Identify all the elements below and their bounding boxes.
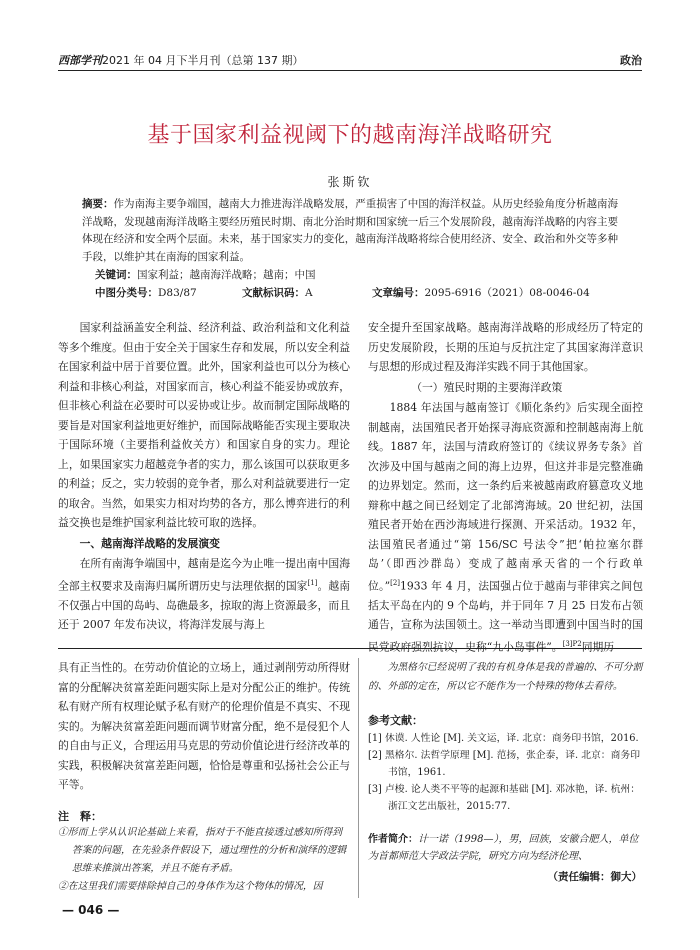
article-title: 基于国家利益视阈下的越南海洋战略研究 <box>147 123 553 148</box>
clc-value: D83/87 <box>158 287 197 299</box>
clc-number <box>95 285 197 300</box>
continued-text <box>58 658 350 795</box>
reference-item: [2] 黑格尔. 法哲学原理 [M]. 范扬，张企泰，译. 北京：商务印书馆，1961. <box>368 750 640 778</box>
paragraph <box>58 554 350 635</box>
doc-value: A <box>305 287 313 299</box>
keywords-label: 关键词： <box>95 269 137 281</box>
reference-item: [1] 休谟. 人性论 [M]. 关文运，译. 北京：商务印书馆，2016. <box>368 733 639 744</box>
article-number <box>372 285 590 300</box>
paragraph-text: 1884 年法国与越南签订《顺化条约》后实现全面控制越南，法国殖民者开始探寻海底资源和控制越南海上航线。1887 年，法国与清政府签订的《续议界务专条》首次涉及中国与越南之间的海上边界，但这并非是完整准确的边界划定。然而，这一条约后来被越南政府篡意攻义地辩称中越之间已经划定了北部湾海域。20 世纪初，法国殖民者开始在西沙海域进行探测、开采活动。1932 年，法国殖民者通过“第 156/SC 号法令”把‘帕拉塞尔群岛’（即西沙群岛）变成了越南承天省的一个行政单位。” <box>368 401 643 593</box>
responsible-editor: （责任编辑：御大） <box>547 871 642 883</box>
section-heading: 一、越南海洋战略的发展演变 <box>79 536 220 550</box>
abstract <box>82 196 618 266</box>
section-name: 政治 <box>620 54 642 67</box>
citation: [3]P2 <box>562 639 582 648</box>
header-rule <box>58 70 642 71</box>
citation: [2] <box>390 578 401 587</box>
paragraph: 国家利益涵盖安全利益、经济利益、政治利益和文化利益等多个维度。但由于安全关于国家生存和发展，所以安全利益在国家利益中居于首要位置。此外，国家利益也可以分为核心利益和非核心利益，对国家而言，核心利益不能妥协或放弃，但非核心利益在必要时可以妥协或让步。故而制定国际战略的要旨是对国家利益地更好维护，而国际战略能否实现主要取决于国际环境（主要指利益攸关方）和国家自身的实力。理论上，如果国家实力超越竞争者的实力，那么该国可以获取更多的利益；反之，实力较弱的竞争者，那么对利益就要进行一定的取舍。当然，如果实力相对均势的各方，那么博弈进行的利益交换也是维护国家利益比较可取的选择。 <box>58 321 350 529</box>
keywords <box>95 267 316 282</box>
clc-label: 中图分类号： <box>95 287 158 299</box>
note-item: ①形而上学从认识论基础上来看，指对于不能直接透过感知所得到答案的问题，在先验条件假设下，通过理性的分析和演绎的逻辑思维来推演出答案，并且不能有矛盾。 <box>58 827 347 874</box>
author-bio-label: 作者简介： <box>368 834 418 845</box>
citation: [1] <box>307 578 318 587</box>
references-list <box>368 730 643 815</box>
references-heading: 参考文献： <box>368 714 423 727</box>
doc-code <box>242 285 313 300</box>
paragraph-text: 在所有南海争端国中，越南是迄今为止唯一提出南中国海全部主权要求及南海归属所谓历史与法理依据的国家 <box>58 557 350 593</box>
abstract-label: 摘要： <box>82 198 114 210</box>
paragraph: 安全提升至国家战略。越南海洋战略的形成经历了特定的历史发展阶段，长期的压迫与反抗注定了其国家海洋意识与思想的形成过程及海洋实践不同于其他国家。 <box>368 321 643 373</box>
journal-logo: 西部学刊 <box>58 54 102 67</box>
paragraph: 具有正当性的。在劳动价值论的立场上，通过剥削劳动所得财富的分配解决贫富差距问题实际上是对分配公正的维护。传统私有财产所有权理论赋予私有财产的伦理价值是不真实、不现实的。为解决贫富差距问题而调节财富分配，绝不是侵犯个人的自由与正义，合理运用马克思的劳动价值论进行经济改革的实践，积极解决贫富差距问题，恰恰是尊重和弘扬社会公正与平等。 <box>58 661 350 791</box>
footnote-text: 为黑格尔已经说明了我的有机身体是我的普遍的、不可分割的、外部的定在，所以它不能作为一个特殊的物体去看待。 <box>368 662 643 692</box>
article-value: 2095-6916（2021）08-0046-04 <box>424 287 590 299</box>
doc-label: 文献标识码： <box>242 287 305 299</box>
keywords-text: 国家利益；越南海洋战略；越南；中国 <box>137 269 316 281</box>
author-bio-text: 计一诺（1998—），男，回族，安徽合肥人，单位为首都师范大学政法学院，研究方向为经济伦理、 <box>368 834 639 862</box>
notes-heading: 注 释： <box>58 810 102 823</box>
author-bio <box>368 831 643 865</box>
note-item: ②在这里我们需要排除掉自己的身体作为这个物体的情况，因 <box>58 881 323 892</box>
section-divider <box>58 648 642 649</box>
issue-info: 2021 年 04 月下半月刊（总第 137 期） <box>102 54 304 67</box>
notes-list <box>58 824 350 896</box>
paragraph-text: 1933 年 4 月，法国强占位于越南与菲律宾之间包括太平岛在内的 9 个岛屿，并于同年 7 月 25 日发布占领通告，宣称为法国领土。这一举动当即遭到中国当时的国民党政府强烈抗议，史称“九小岛事件”。 <box>368 579 643 654</box>
paragraph-text: 。越南不仅强占中国的岛屿、岛礁最多，掠取的海上资源最多，而且还于 2007 年发布决议，将海洋发展与海上 <box>58 579 351 632</box>
paragraph <box>368 398 643 657</box>
abstract-text: 作为南海主要争端国，越南大力推进海洋战略发展，严重损害了中国的海洋权益。从历史经验角度分析越南海洋战略，发现越南海洋战略主要经历殖民时期、南北分治时期和国家统一后三个发展阶段，越南海洋战略的内容主要体现在经济和安全两个层面。未来，基于国家实力的变化，越南海洋战略将综合使用经济、安全、政治和外交等多种手段，以维护其在南海的国家利益。 <box>82 198 618 263</box>
paragraph-text: 同期历 <box>581 640 615 654</box>
right-column <box>368 318 643 657</box>
running-header <box>58 52 642 70</box>
reference-item: [3] 卢梭. 论人类不平等的起源和基础 [M]. 邓冰艳，译. 杭州：浙江文艺出版社，2015:77. <box>368 784 640 812</box>
page-number: — 046 — <box>62 903 120 917</box>
left-column <box>58 318 350 635</box>
subsection-heading: （一）殖民时期的主要海洋政策 <box>411 380 563 394</box>
author-name: 张斯钦 <box>327 175 373 189</box>
article-label: 文章编号： <box>372 287 425 299</box>
journal-header <box>58 52 303 68</box>
column-divider <box>358 658 359 898</box>
footnote-continuation <box>368 658 643 696</box>
